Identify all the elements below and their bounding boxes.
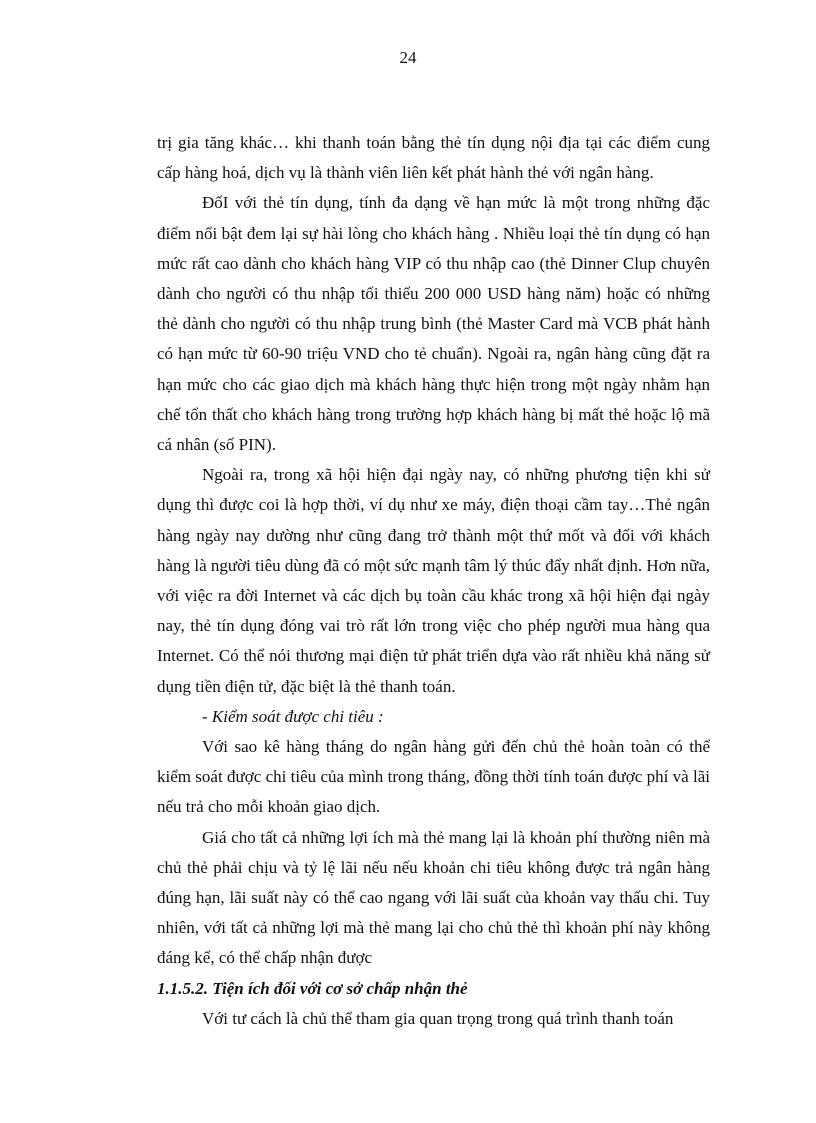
page-number: 24 <box>399 48 417 67</box>
paragraph-annual-fee: Giá cho tất cả những lợi ích mà thẻ mang lại là khoản phí thường niên mà chủ thẻ phải chịu và tỷ lệ lãi nếu nếu khoản chi tiêu không được trả ngân hàng đúng hạn, lãi suất này có thể cao ngang với lãi suất của khoản vay thấu chi. Tuy nhiên, với tất cả những lợi mà thẻ mang lại cho chủ thẻ thì khoản phí này không đáng kể, có thể chấp nhận được <box>157 827 710 968</box>
paragraph-monthly-statement: Với sao kê hàng tháng do ngân hàng gửi đến chủ thẻ hoàn toàn có thể kiểm soát được chi tiêu của mình trong tháng, đồng thời tính toán được phí và lãi nếu trả cho mỗi khoản giao dịch. <box>157 737 710 817</box>
paragraph-credit-limit: ĐốI với thẻ tín dụng, tính đa dạng về hạn mức là một trong những đặc điểm nổi bật đem lại sự hài lòng cho khách hàng . Nhiều loại thẻ tín dụng có hạn mức rất cao dành cho khách hàng VIP có thu nhập cao (thẻ Dinner Clup chuyên dành cho người có thu nhập tối thiểu 200 000 USD hàng năm) hoặc có những thẻ dành cho người có thu nhập trung bình (thẻ Master Card mà VCB phát hành có hạn mức từ 60-90 triệu VND cho tẻ chuẩn). Ngoài ra, ngân hàng cũng đặt ra hạn mức cho các giao dịch mà khách hàng thực hiện trong một ngày nhằm hạn chế tổn thất cho khách hàng trong trường hợp khách hàng bị mất thẻ hoặc lộ mã cá nhân (số PIN). <box>157 193 710 455</box>
subheading-spending-control: - Kiểm soát được chi tiêu : <box>202 706 384 726</box>
paragraph-acceptance: Với tư cách là chủ thể tham gia quan trọng trong quá trình thanh toán <box>202 1008 674 1028</box>
paragraph-modern-society: Ngoài ra, trong xã hội hiện đại ngày nay, có những phương tiện khi sử dụng thì được coi là hợp thời, ví dụ như xe máy, điện thoại cầm tay…Thẻ ngân hàng ngày nay dường như cũng đang trở thành một thứ mốt và đối với khách hàng là người tiêu dùng đã có một sức mạnh tâm lý thúc đẩy nhất định. Hơn nữa, với việc ra đời Internet và các dịch bụ toàn cầu khác trong xã hội hiện đại ngày nay, thẻ tín dụng đóng vai trò rất lớn trong việc cho phép người mua hàng qua Internet. Có thể nói thương mại điện tử phát triển dựa vào rất nhiều khả năng sử dụng tiền điện tử, đặc biệt là thẻ thanh toán. <box>157 465 710 696</box>
document-body <box>157 128 710 1034</box>
section-heading: 1.1.5.2. Tiện ích đối với cơ sở chấp nhận thẻ <box>157 978 468 998</box>
paragraph-continuation: trị gia tăng khác… khi thanh toán bằng thẻ tín dụng nội địa tại các điểm cung cấp hàng hoá, dịch vụ là thành viên liên kết phát hành thẻ với ngân hàng. <box>157 133 710 183</box>
